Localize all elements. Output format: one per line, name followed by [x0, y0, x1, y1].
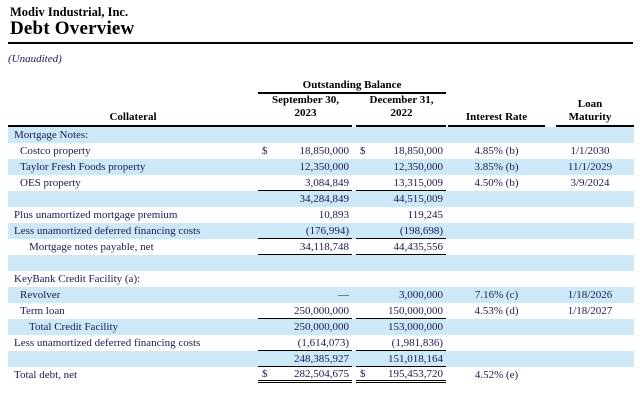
- balance-2023-value: 18,850,000: [299, 145, 349, 157]
- column-header-row: [8, 94, 634, 127]
- row-label: Mortgage Notes:: [14, 129, 89, 141]
- interest-rate-value: [448, 239, 545, 255]
- balance-2023-value: 34,284,849: [299, 193, 349, 205]
- interest-rate-value: 7.16% (c): [474, 289, 519, 301]
- balance-2022-cell: [356, 191, 446, 207]
- balance-2023-value: (176,994): [305, 224, 349, 237]
- balance-2023-cell: [258, 255, 352, 271]
- balance-2022-cell: [356, 335, 446, 351]
- interest-rate-value: [448, 351, 545, 367]
- interest-rate-value: [448, 255, 545, 271]
- balance-2023-value: 282,504,675: [294, 367, 349, 380]
- loan-maturity-value: 1/18/2027: [567, 305, 613, 317]
- table-row: [8, 271, 634, 287]
- loan-maturity-value: [556, 319, 634, 335]
- table-row: [8, 255, 634, 271]
- page-title: Debt Overview: [10, 18, 135, 39]
- row-label: Taylor Fresh Foods property: [20, 161, 146, 173]
- balance-2023-cell: [258, 191, 352, 207]
- interest-rate-value: 4.50% (b): [474, 177, 519, 189]
- balance-2023-cell: [258, 143, 352, 159]
- dollar-sign-2: $: [360, 367, 366, 380]
- loan-maturity-value: 1/1/2030: [570, 145, 610, 157]
- loan-maturity-value: 1/18/2026: [567, 289, 613, 301]
- loan-maturity-value: [556, 351, 634, 367]
- row-label: Revolver: [20, 289, 61, 301]
- balance-2023-cell: [258, 271, 352, 287]
- balance-2023-cell: [258, 303, 352, 319]
- loan-maturity-value: [556, 255, 634, 271]
- balance-2022-value: 13,315,009: [393, 176, 443, 189]
- row-label: Less unamortized deferred financing costs: [14, 225, 201, 237]
- row-label: Total Credit Facility: [29, 321, 119, 333]
- balance-2022-cell: [356, 159, 446, 175]
- row-label: Plus unamortized mortgage premium: [14, 209, 178, 221]
- balance-2022-cell: [356, 351, 446, 367]
- interest-rate-value: 4.52% (e): [474, 369, 519, 381]
- balance-2022-cell: [356, 367, 446, 383]
- balance-2023-cell: [258, 319, 352, 335]
- row-label: OES property: [20, 177, 81, 189]
- balance-2023-cell: [258, 287, 352, 303]
- balance-2023-cell: [258, 367, 352, 383]
- interest-rate-value: [448, 271, 545, 287]
- balance-2022-cell: [356, 255, 446, 271]
- row-label: Costco property: [20, 145, 91, 157]
- row-label: Mortgage notes payable, net: [29, 241, 154, 253]
- row-label: Total debt, net: [14, 369, 78, 381]
- balance-2023-cell: [258, 239, 352, 255]
- balance-2023-cell: [258, 335, 352, 351]
- balance-2023-cell: [258, 351, 352, 367]
- unaudited-note: (Unaudited): [8, 53, 62, 65]
- interest-rate-header: Interest Rate: [448, 111, 545, 128]
- balance-2022-value: 44,515,009: [393, 193, 443, 205]
- balance-2022-value: 44,435,556: [393, 240, 443, 253]
- balance-2022-value: 18,850,000: [393, 145, 443, 157]
- row-label: Less unamortized deferred financing costs: [14, 337, 201, 349]
- table-body: [8, 127, 634, 383]
- balance-2023-cell: [258, 127, 352, 143]
- balance-2022-cell: [356, 271, 446, 287]
- balance-2022-cell: [356, 127, 446, 143]
- balance-2023-value: (1,614,073): [297, 336, 349, 349]
- dollar-sign-1: $: [262, 367, 268, 380]
- table-row: [8, 207, 634, 223]
- table-row: [8, 367, 634, 383]
- loan-maturity-value: [556, 271, 634, 287]
- balance-2022-value: 153,000,000: [388, 321, 443, 333]
- debt-table: [8, 76, 634, 383]
- balance-2022-value: 151,018,164: [388, 352, 443, 365]
- balance-2023-value: 34,118,748: [299, 240, 349, 253]
- loan-maturity-value: [556, 335, 634, 351]
- balance-2022-cell: [356, 239, 446, 255]
- table-row: [8, 191, 634, 207]
- loan-maturity-value: [556, 127, 634, 143]
- balance-2022-value: 150,000,000: [388, 304, 443, 317]
- loan-maturity-value: 3/9/2024: [570, 177, 610, 189]
- dollar-sign-2: $: [360, 145, 366, 157]
- table-row: [8, 175, 634, 191]
- balance-2023-value: 248,385,927: [294, 352, 349, 365]
- balance-2023-cell: [258, 207, 352, 223]
- table-row: [8, 351, 634, 367]
- dollar-sign-1: $: [262, 145, 268, 157]
- table-row: [8, 303, 634, 319]
- table-row: [8, 143, 634, 159]
- table-row: [8, 223, 634, 239]
- balance-2023-value: 3,084,849: [305, 176, 349, 189]
- interest-rate-value: 3.85% (b): [474, 161, 519, 173]
- interest-rate-value: [448, 223, 545, 239]
- balance-2022-cell: [356, 303, 446, 319]
- balance-2023-value: 10,893: [318, 209, 349, 221]
- balance-2022-value: 12,350,000: [393, 161, 443, 173]
- table-row: [8, 239, 634, 255]
- title-divider: [8, 42, 633, 44]
- balance-2022-value: 3,000,000: [399, 289, 443, 301]
- balance-2022-cell: [356, 143, 446, 159]
- balance-2022-value: (198,698): [399, 224, 443, 237]
- table-row: [8, 287, 634, 303]
- table-row: [8, 335, 634, 351]
- company-name: Modiv Industrial, Inc.: [10, 5, 129, 19]
- balance-2023-cell: [258, 223, 352, 239]
- loan-maturity-value: [556, 367, 634, 383]
- period2-header: December 31, 2022: [356, 94, 446, 127]
- row-label: Term loan: [20, 305, 65, 317]
- interest-rate-value: [448, 127, 545, 143]
- row-label: KeyBank Credit Facility (a):: [14, 273, 141, 285]
- balance-2022-cell: [356, 175, 446, 191]
- loan-maturity-value: [556, 207, 634, 223]
- balance-2022-cell: [356, 319, 446, 335]
- balance-2022-cell: [356, 287, 446, 303]
- interest-rate-value: [448, 319, 545, 335]
- balance-2023-value: 12,350,000: [299, 161, 349, 173]
- balance-2022-value: (1,981,836): [391, 336, 443, 349]
- period1-header: September 30, 2023: [258, 94, 352, 127]
- loan-maturity-value: [556, 191, 634, 207]
- balance-2022-cell: [356, 223, 446, 239]
- loan-maturity-header: Loan Maturity: [556, 98, 634, 127]
- interest-rate-value: 4.85% (b): [474, 145, 519, 157]
- balance-2023-cell: [258, 175, 352, 191]
- balance-2022-value: 119,245: [407, 209, 443, 221]
- table-row: [8, 127, 634, 143]
- table-row: [8, 319, 634, 335]
- table-row: [8, 159, 634, 175]
- interest-rate-value: [448, 191, 545, 207]
- balance-2022-cell: [356, 207, 446, 223]
- balance-2023-cell: [258, 159, 352, 175]
- loan-maturity-value: [556, 223, 634, 239]
- balance-2022-value: 195,453,720: [388, 367, 443, 380]
- loan-maturity-value: 11/1/2029: [567, 161, 613, 173]
- balance-2023-value: —: [338, 289, 349, 301]
- balance-2023-value: 250,000,000: [294, 321, 349, 333]
- balance-2023-value: 250,000,000: [294, 304, 349, 317]
- balance-header-row: [8, 76, 634, 94]
- interest-rate-value: [448, 335, 545, 351]
- interest-rate-value: [448, 207, 545, 223]
- collateral-header: Collateral: [8, 111, 258, 128]
- outstanding-balance-header: Outstanding Balance: [258, 79, 446, 95]
- interest-rate-value: 4.53% (d): [474, 305, 519, 317]
- loan-maturity-value: [556, 239, 634, 255]
